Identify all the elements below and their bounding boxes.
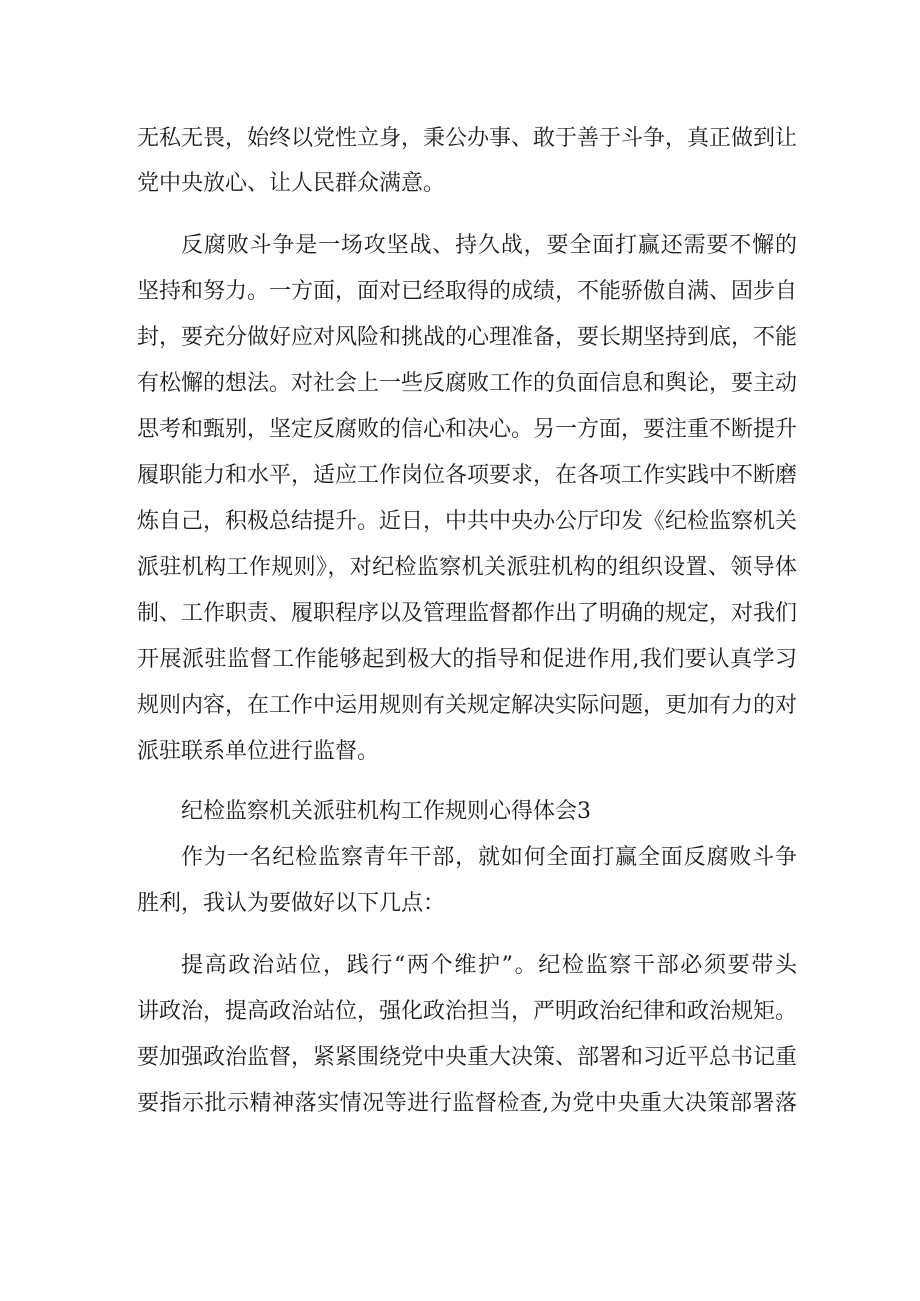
section-heading: 纪检监察机关派驻机构工作规则心得体会3: [181, 799, 591, 824]
paragraph-4-line-1: 提高政治站位，践行“两个维护”。纪检监察干部必须要带头: [181, 953, 797, 978]
paragraph-3-line-2: 胜利，我认为要做好以下几点：: [137, 891, 446, 916]
paragraph-3-line-1: 作为一名纪检监察青年干部，就如何全面打赢全面反腐败斗争: [181, 845, 797, 870]
paragraph-2-line-11: 规则内容，在工作中运用规则有关规定解决实际问题，更加有力的对: [137, 693, 798, 718]
paragraph-1-line-1: 无私无畏，始终以党性立身，秉公办事、敢于善于斗争，真正做到让: [137, 126, 798, 151]
paragraph-2-line-9: 制、工作职责、履职程序以及管理监督都作出了明确的规定，对我们: [137, 601, 798, 626]
paragraph-1-line-2: 党中央放心、让人民群众满意。: [137, 171, 446, 196]
paragraph-2-line-10: 开展派驻监督工作能够起到极大的指导和促进作用,我们要认真学习: [137, 647, 797, 672]
paragraph-2-line-8: 派驻机构工作规则》，对纪检监察机关派驻机构的组织设置、领导体: [137, 555, 797, 580]
paragraph-4-line-2: 讲政治，提高政治站位，强化政治担当，严明政治纪律和政治规矩。: [137, 999, 798, 1024]
paragraph-2-line-2: 坚持和努力。一方面，面对已经取得的成绩，不能骄傲自满、固步自: [137, 279, 798, 304]
paragraph-4-line-3: 要加强政治监督，紧紧围绕党中央重大决策、部署和习近平总书记重: [137, 1045, 798, 1070]
paragraph-2-line-4: 有松懈的想法。对社会上一些反腐败工作的负面信息和舆论，要主动: [137, 371, 798, 396]
paragraph-2-line-5: 思考和甄别，坚定反腐败的信心和决心。另一方面，要注重不断提升: [137, 417, 798, 442]
paragraph-2-line-3: 封，要充分做好应对风险和挑战的心理准备，要长期坚持到底，不能: [137, 325, 798, 350]
paragraph-4-line-4: 要指示批示精神落实情况等进行监督检查,为党中央重大决策部署落: [137, 1091, 797, 1116]
paragraph-2-line-12: 派驻联系单位进行监督。: [137, 739, 380, 764]
paragraph-2-line-7: 炼自己，积极总结提升。近日，中共中央办公厅印发《纪检监察机关: [137, 509, 798, 534]
paragraph-2-line-6: 履职能力和水平，适应工作岗位各项要求，在各项工作实践中不断磨: [137, 463, 798, 488]
paragraph-2-line-1: 反腐败斗争是一场攻坚战、持久战，要全面打赢还需要不懈的: [181, 233, 797, 258]
